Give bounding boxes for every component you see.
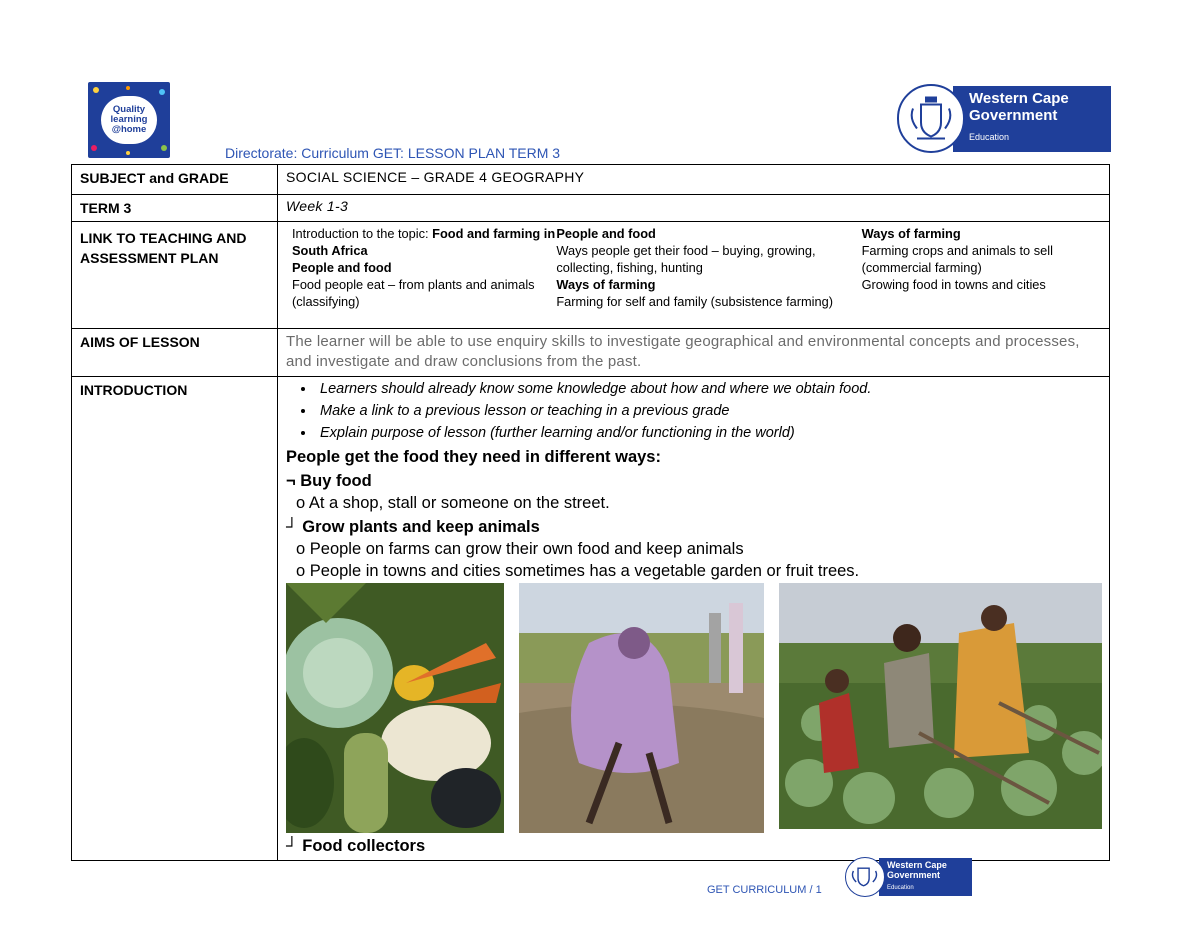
coat-of-arms-icon — [845, 857, 885, 897]
aims-label: AIMS OF LESSON — [72, 329, 278, 377]
link-col2-text1: Ways people get their food – buying, growing, collecting, fishing, hunting — [556, 243, 816, 275]
quality-learning-logo — [88, 82, 170, 158]
logo-line-1: Quality — [112, 104, 146, 115]
wcg-footer-name: Western Cape Government — [887, 860, 947, 880]
term-label: TERM 3 — [72, 195, 278, 222]
grow-heading: ┘ Grow plants and keep animals — [286, 518, 540, 536]
link-col2-heading1: People and food — [556, 226, 656, 241]
link-col3-text2: Growing food in towns and cities — [861, 277, 1046, 292]
vegetables-photo — [286, 583, 504, 833]
photo-strip — [286, 583, 1101, 837]
intro-bullet: • Explain purpose of lesson (further learning and/or functioning in the world) — [316, 422, 1101, 444]
logo-line-3: @home — [111, 124, 147, 135]
wcg-logo — [897, 84, 1111, 153]
family-farming-photo — [779, 583, 1102, 829]
buy-food-sub: o At a shop, stall or someone on the street. — [296, 494, 610, 512]
coat-of-arms-icon — [897, 84, 965, 153]
link-intro-topic: Food and farming in South Africa — [292, 226, 556, 258]
intro-bullet: • Make a link to a previous lesson or teaching in a previous grade — [316, 400, 1101, 422]
intro-bullet: • Learners should already know some knowledge about how and where we obtain food. — [316, 378, 1101, 400]
ways-heading: People get the food they need in different ways: — [286, 448, 661, 466]
introduction-label: INTRODUCTION — [72, 377, 278, 861]
logo-line-2: learning — [110, 114, 148, 125]
lesson-plan-table — [71, 164, 1110, 861]
link-col2-text2: Farming for self and family (subsistence farming) — [556, 294, 833, 309]
link-column-1 — [292, 225, 556, 310]
link-col1-heading: People and food — [292, 260, 392, 275]
subject-label: SUBJECT and GRADE — [72, 165, 278, 195]
wcg-dept: Education — [969, 132, 1010, 142]
link-col3-heading: Ways of farming — [861, 226, 961, 241]
subject-value: SOCIAL SCIENCE – GRADE 4 GEOGRAPHY — [278, 165, 1110, 195]
link-columns — [286, 225, 1101, 310]
link-col2-heading2: Ways of farming — [556, 277, 656, 292]
woman-farming-photo — [519, 583, 764, 833]
page-footer: GET CURRICULUM / 1 — [707, 884, 822, 896]
wcg-footer-dept: Education — [887, 885, 914, 891]
wcg-name: Western Cape Government — [969, 90, 1069, 124]
link-col3-text1: Farming crops and animals to sell (commercial farming) — [861, 243, 1053, 275]
food-collectors-heading: ┘ Food collectors — [286, 837, 426, 855]
wcg-footer-logo — [845, 857, 972, 897]
link-col1-text: Food people eat – from plants and animals (classifying) — [292, 277, 535, 309]
link-label: LINK TO TEACHING AND ASSESSMENT PLAN — [72, 222, 278, 329]
grow-sub-2: o People in towns and cities sometimes has a vegetable garden or fruit trees. — [296, 562, 860, 580]
buy-food-heading: ¬ Buy food — [286, 472, 372, 490]
directorate-title: Directorate: Curriculum GET: LESSON PLAN TERM 3 — [225, 145, 561, 161]
link-column-3 — [862, 225, 1101, 310]
intro-bullets — [286, 378, 1101, 444]
link-column-2 — [556, 225, 861, 310]
aims-value: The learner will be able to use enquiry skills to investigate geographical and environmental concepts and processes, and investigate and draw conclusions from the past. — [278, 329, 1110, 377]
link-intro: Introduction to the topic: — [292, 226, 433, 241]
term-value: Week 1-3 — [278, 195, 1110, 222]
grow-sub-1: o People on farms can grow their own food and keep animals — [296, 540, 744, 558]
